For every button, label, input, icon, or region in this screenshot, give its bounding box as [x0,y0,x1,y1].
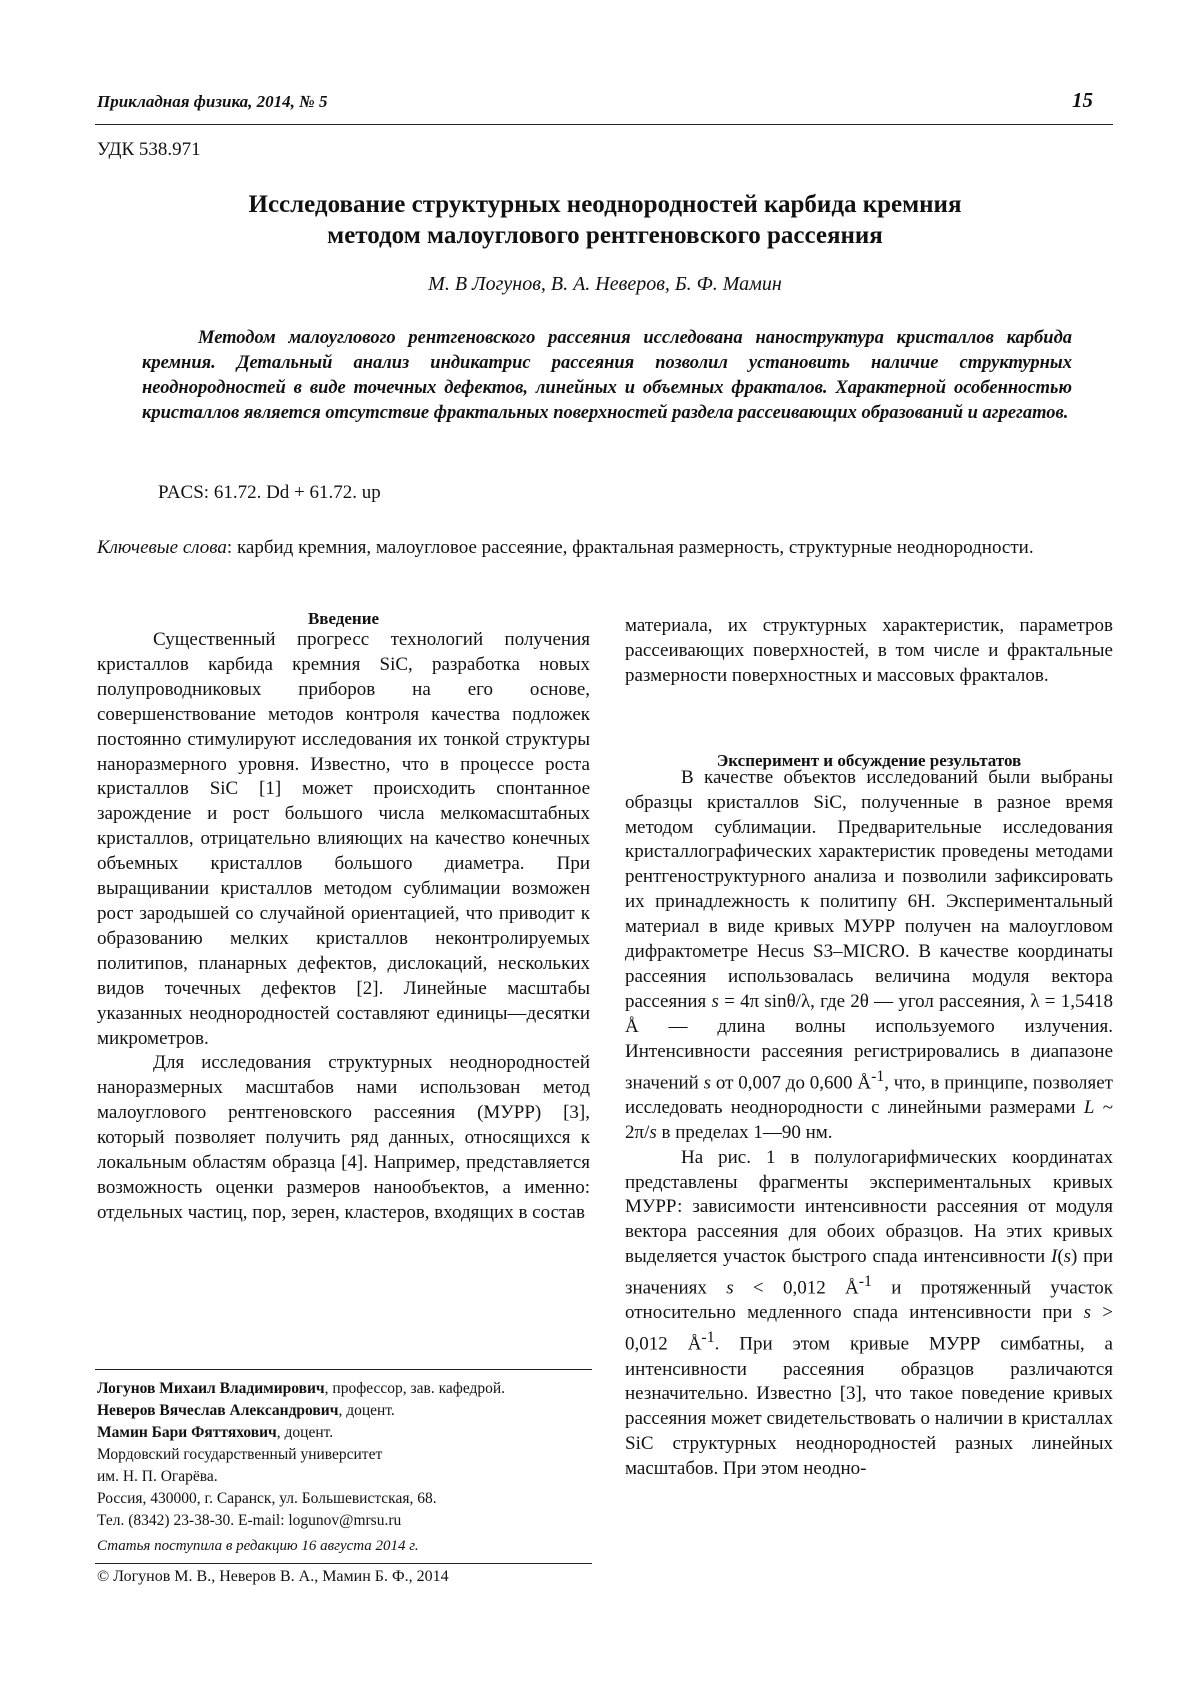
section-heading-experiment: Эксперимент и обсуждение результатов [716,751,1022,770]
section-heading-intro: Введение [307,609,380,628]
copyright-divider [95,1563,592,1564]
right-column [625,614,1113,1482]
footnote-contact: Тел. (8342) 23-38-30. E-mail: logunov@mrsu.ru [97,1512,402,1529]
article-title [97,189,1113,251]
footnote-author: Логунов Михаил Владимирович, профессор, зав. кафедрой. [97,1380,506,1397]
paragraph: Существенный прогресс технологий получения кристаллов карбида кремния SiC, разработка новых полупроводниковых приборов на его основе, совершенствование методов контроля качества подложек постоянно стимулируют исследования их тонкой структуры наноразмерного уровня. Известно, что в процессе роста кристаллов SiC [1] может происходить спонтанное зарождение и рост большого числа мелкомасштабных кристаллов, отрицательно влияющих на качество конечных объемных кристаллов большого диаметра. При выращивании кристаллов методом сублимации возможен рост зародышей со случайной ориентацией, что приводит к образованию мелких кристаллов неконтролируемых политипов, планарных дефектов, дислокаций, нескольких видов точечных дефектов [2]. Линейные масштабы указанных неоднородностей составляют единицы—десятки микрометров. [97,629,590,1049]
received-date: Статья поступила в редакцию 16 августа 2014 г. [97,1538,419,1554]
footnote-author: Неверов Вячеслав Александрович, доцент. [97,1402,395,1419]
paragraph: На рис. 1 в полулогарифмических координатах представлены фрагменты экспериментальных кривых МУРР: зависимости интенсивности рассеяния от модуля вектора рассеяния для обоих образцов. На этих кривых выделяется участок быстрого спада интенсивности I(s) при значениях s < 0,012 $Å^{-1}$ и протяженный участок относительно медленного спада интенсивности при s > 0,012 $Å^{-1}$. При этом кривые МУРР симбатны, а интенсивности рассеяния образцов различаются незначительно. Известно [3], что такое поведение кривых рассеяния может свидетельствовать о наличии в кристаллах SiC структурных неоднородностей разных линейных масштабов. При этом неодно- [625,1146,1113,1480]
page-number: 15 [1072,88,1093,112]
paragraph: Для исследования структурных неоднородностей наноразмерных масштабов нами использован метод малоуглового рентгеновского рассеяния (МУРР) [3], который позволяет получить ряд данных, относящихся к локальным областям образца [4]. Например, представляется возможность оценки размеров нанообъектов, а именно: отдельных частиц, пор, зерен, кластеров, входящих в состав [97,1052,590,1223]
keywords-text: : карбид кремния, малоугловое рассеяние, фрактальная размерность, структурные неоднородности. [226,537,1034,558]
author-footnote [97,1378,592,1532]
footnote-address: Россия, 430000, г. Саранск, ул. Большевистская, 68. [97,1490,437,1507]
left-column [97,628,590,1226]
footnote-divider [95,1369,592,1370]
journal-header: Прикладная физика, 2014, № 5 [97,92,328,111]
footnote-affiliation: Мордовский государственный университет [97,1446,383,1463]
title-line: методом малоуглового рентгеновского рассеяния [327,222,883,249]
title-line: Исследование структурных неоднородностей карбида кремния [248,191,962,218]
abstract: Методом малоуглового рентгеновского рассеяния исследована наноструктура кристаллов карбида кремния. Детальный анализ индикатрис рассеяния позволил установить наличие структурных неоднородностей в виде точечных дефектов, линейных и объемных фракталов. Характерной особенностью кристаллов является отсутствие фрактальных поверхностей раздела рассеивающих образований и агрегатов. [142,328,1072,423]
header-divider [95,124,1113,125]
pacs-codes: PACS: 61.72. Dd + 61.72. up [158,482,381,503]
keywords-label: Ключевые слова [97,537,227,558]
copyright: © Логунов М. В., Неверов В. А., Мамин Б. Ф., 2014 [97,1568,449,1585]
footnote-author: Мамин Бари Фяттяхович, доцент. [97,1424,334,1441]
keywords [97,535,1113,560]
footnote-affiliation: им. Н. П. Огарёва. [97,1468,218,1485]
paragraph: В качестве объектов исследований были выбраны образцы кристаллов SiC, полученные в разное время методом сублимации. Предварительные исследования кристаллографических характеристик проведены методами рентгеноструктурного анализа и позволили зафиксировать их принадлежность к политипу 6H. Экспериментальный материал в виде кривых МУРР получен на малоугловом дифрактометре Hecus S3–MICRO. В качестве координаты рассеяния использовалась величина модуля вектора рассеяния s = 4π sinθ/λ, где 2θ — угол рассеяния, λ = 1,5418 Å — длина волны используемого излучения. Интенсивности рассеяния регистрировались в диапазоне значений s от 0,007 до 0,600 $Å^{-1}$, что, в принципе, позволяет исследовать неоднородности с линейными размерами L ~ 2π/s в пределах 1—90 нм. [625,766,1113,1143]
paragraph: материала, их структурных характеристик, параметров рассеивающих поверхностей, в том числе и фрактальные размерности поверхностных и массовых фракталов. [625,615,1113,686]
authors: М. В Логунов, В. А. Неверов, Б. Ф. Мамин [428,273,782,295]
udk-code: УДК 538.971 [97,139,201,160]
